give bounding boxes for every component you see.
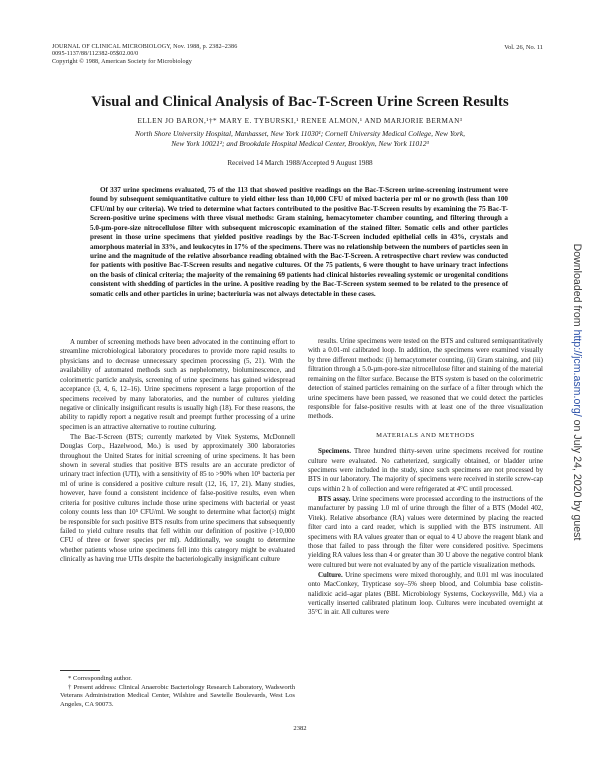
download-watermark [571, 244, 583, 541]
methods-bts-paragraph [308, 495, 543, 570]
download-link[interactable]: http://jcm.asm.org/ [571, 329, 583, 417]
intro-paragraph-1: A number of screening methods have been advocated in the continuing effort to streamline microbiological laboratory procedures to provide more rapid results to physicians and to decrease unnecessary specimen processing (5, 21). With the availability of automated methods such as nephelometry, bioluminescence, and colorimetric particle analysis, screening of urine specimens has gained widespread acceptance (3, 4, 6, 12–16). Urine specimens represent a large proportion of the specimens received by many laboratories, and the number of cultures yielding negative or clinically insignificant results is usually high (18). For these reasons, the ability to rapidly report a negative result and preempt further processing of a urine specimen is an attractive alternative to routine culturing. [60, 338, 295, 431]
body-column-right [308, 337, 543, 618]
affiliation-line-1: North Shore University Hospital, Manhasset, New York 11030¹; Cornell University Medical College, New York, [135, 129, 465, 138]
body-column-left [60, 338, 295, 565]
methods-culture-text: Urine specimens were mixed thoroughly, and 0.01 ml was inoculated onto MacConkey, Trypticase soy–5% sheep blood, and Columbia base colistin-nalidixic acid–agar plates (BBL Microbiology Systems, Cockeysville, Md.) via a vertically inserted calibrated platinum loop. Cultures were incubated overnight at 35°C in air. All cultures were [308, 570, 543, 617]
footnote-corresponding: * Corresponding author. [68, 675, 132, 682]
runin-culture: Culture. [318, 570, 343, 579]
intro-paragraph-3: results. Urine specimens were tested on the BTS and cultured semiquantitatively with a 0.01-ml calibrated loop. In addition, the specimens were examined visually by three different methods: (i) hemacytometer counting, (ii) Gram staining, and (iii) filtration through a 5.0-µm-pore-size nitrocellulose filter and staining of the material remaining on the filter surface. Because the BTS system is based on the colorimetric detection of stained particles remaining on the surface of a filter through which the urine specimens have been passed, we reasoned that we could detect the particles responsible for false-positive results with at least one of the three visualization methods. [308, 337, 543, 421]
intro-paragraph-2: The Bac-T-Screen (BTS; currently marketed by Vitek Systems, McDonnell Douglas Corp., Hazelwood, Mo.) is used by approximately 300 laboratories throughout the United States for initial screening of urine specimens. It has been shown in several studies that positive BTS results are an accurate predictor of urinary tract infection (UTI), with a sensitivity of 85 to >90% when 10⁵ bacteria per ml of urine is considered a positive culture result (12, 16, 17, 21). Many studies, however, have found a consistent incidence of false-positive results, even when criteria for positive cultures include those urine specimens with bacterial or yeast colony counts less than 10⁵ CFU/ml. We sought to determine what factor(s) might be responsible for such positive BTS results from urine specimens that subsequently failed to yield culture results that fell within our definition of positive (>10,000 CFU of three or fewer species per ml). Additionally, we sought to determine whether patients whose urine specimens fell into this category might be evaluated clinically as having true UTIs despite the bacteriologically insignificant culture [60, 432, 295, 564]
affiliations [60, 129, 540, 150]
journal-code: 0095-1137/88/112382-05$02.00/0 [52, 51, 139, 58]
section-heading-methods: MATERIALS AND METHODS [376, 431, 475, 439]
journal-copyright: Copyright © 1988, American Society for Microbiology [52, 58, 192, 65]
footnote-present-address: † Present address: Clinical Anaerobic Bacteriology Research Laboratory, Wadsworth Veterans Administration Medical Center, Wilshire and Sawtelle Boulevards, West Los Angeles, CA 90073. [60, 683, 295, 708]
affiliation-line-2: New York 10021²; and Brookdale Hospital Medical Center, Brooklyn, New York 11012³ [171, 139, 429, 149]
journal-citation: JOURNAL OF CLINICAL MICROBIOLOGY, Nov. 1988, p. 2382–2386 [52, 44, 238, 50]
footnotes [60, 670, 295, 709]
received-dates: Received 14 March 1988/Accepted 9 August 1988 [227, 159, 373, 167]
author-list: ELLEN JO BARON,¹†* MARY E. TYBURSKI,¹ RENEE ALMON,¹ AND MARJORIE BERMAN³ [137, 117, 463, 125]
runin-specimens: Specimens. [318, 447, 351, 456]
abstract-text: Of 337 urine specimens evaluated, 75 of the 113 that showed positive readings on the Bac-T-Screen urine-screening instrument were found by subsequent semiquantitative culture to yield either less than 10,000 CFU of mixed bacteria per ml or no growth (less than 100 CFU/ml by our criteria). We tried to determine what factors contributed to the positive Bac-T-Screen results by examining the 75 Bac-T-Screen-positive urine specimens with three visual methods: Gram staining, hemacytometer chamber counting, and filtering through a 5.0-µm-pore-size nitrocellulose filter with subsequent microscopic examination of the stained filter. Somatic cells and other particles present in those urine specimens that yielded positive readings by the Bac-T-Screen included epithelial cells in 43%, crystals and amorphous material in 33%, and leukocytes in 17% of the specimens. There was no relationship between the numbers of particles seen in urine and the magnitude of the relative absorbance reading obtained with the Bac-T-Screen. A retrospective chart review was conducted for patients with positive Bac-T-Screen results and negative cultures. Of the 75 patients, 6 were thought to have urinary tract infections on the basis of clinical criteria; the majority of the remaining 69 patients had clinical histories revealing systemic or urogenital conditions consistent with shedding of particles in the urine. A positive reading by the Bac-T-Screen system seemed to be related to the presence of somatic cells and other particles in urine; bacteriuria was not always detectable in these cases. [90, 186, 508, 298]
methods-culture-paragraph [308, 571, 543, 618]
article-title: Visual and Clinical Analysis of Bac-T-Screen Urine Screen Results [91, 94, 509, 110]
volume-label: Vol. 26, No. 11 [504, 44, 543, 51]
methods-specimens-paragraph [308, 447, 543, 494]
download-prefix: Downloaded from [571, 243, 583, 330]
methods-specimens-text: Three hundred thirty-seven urine specimens received for routine culture were evaluated. No catheterized, surgically obtained, or bladder urine specimens were included in the study, since such specimens are not processed by BTS in our laboratory. The majority of specimens were received in sterile screw-cap cups within 2 h of collection and were refrigerated at 4°C until processed. [308, 447, 543, 493]
runin-bts-assay: BTS assay. [318, 494, 351, 503]
download-suffix: on July 24, 2020 by guest [571, 416, 583, 541]
methods-bts-text: Urine specimens were processed according to the instructions of the manufacturer by passing 1.0 ml of urine through the filter of a BTS (Model 402, Vitek). Relative absorbance (RA) values were determined by placing the reacted filter card into a card reader, which is supplied with the BTS instrument. All specimens with RA values greater than or equal to 4 U above the reagent blank and those that failed to pass through the filter were considered positive. Specimens yielding RA values less than 4 or greater than 30 U above the negative control blank were cultured but were not evaluated by any of the particle visualization methods. [308, 494, 543, 569]
abstract [90, 186, 508, 299]
journal-header [52, 44, 237, 66]
page-number: 2382 [293, 725, 307, 732]
footnote-rule [60, 670, 100, 671]
